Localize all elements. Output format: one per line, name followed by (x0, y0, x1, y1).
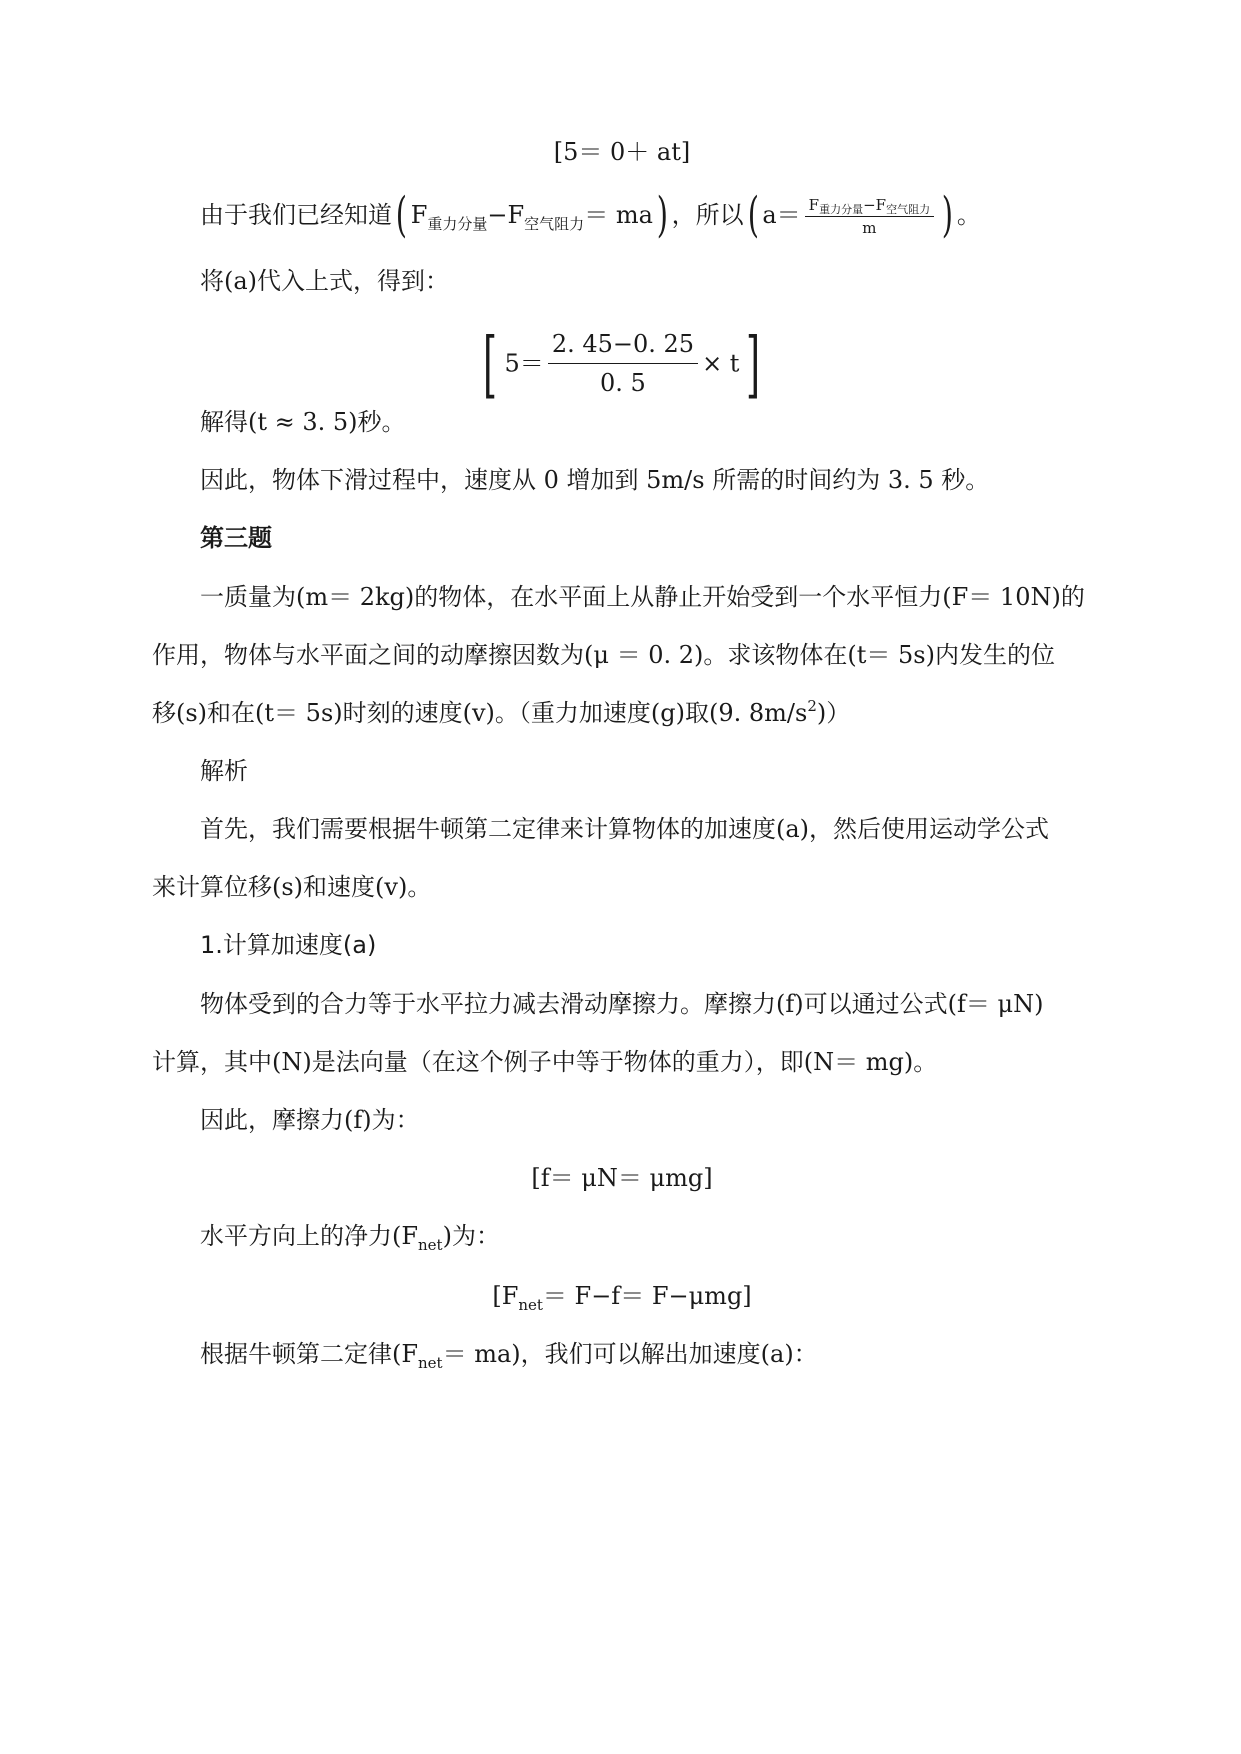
analysis-line-1: 首先，我们需要根据牛顿第二定律来计算物体的加速度(a)，然后使用运动学公式 (200, 815, 1050, 843)
problem-line-3: 移(s)和在(t＝ 5s)时刻的速度(v)。（重力加速度(g)取(9. $8m/s^2$)） (152, 697, 851, 727)
minus-force: −F (487, 201, 525, 229)
close-bracket: ] (746, 321, 761, 406)
friction-line-2: 计算，其中(N)是法向量（在这个例子中等于物体的重力），即(N＝ mg)。 (152, 1048, 938, 1076)
subscript-net: net (418, 1236, 443, 1254)
open-bracket: [ (483, 321, 498, 406)
open-paren: ( (395, 187, 407, 243)
subscript-gravity-component: 重力分量 (427, 215, 488, 233)
problem-line-1: 一质量为(m＝ 2kg)的物体，在水平面上从静止开始受到一个水平恒力(F＝ 10N)的 (200, 583, 1085, 611)
force-symbol: F (410, 201, 428, 229)
newton-second-law-line: 根据牛顿第二定律$(F_{net}= ma)$，我们可以解出加速度(a)： (200, 1340, 818, 1372)
net-force-intro: 水平方向上的净力$(F_{net})$为： (200, 1222, 500, 1254)
close-paren: ) (941, 187, 954, 243)
text-segment: 由于我们已经知道 (200, 201, 392, 229)
paragraph-solve-t: 解得(t ≈ 3. 5)秒。 (200, 408, 406, 436)
equation-time (152, 321, 1092, 406)
text-segment: ，所以 (671, 201, 744, 229)
fraction-time (548, 327, 698, 400)
fraction-denominator: 0. 5 (600, 369, 646, 397)
subscript-net: net (518, 1296, 543, 1314)
close-paren: ) (656, 187, 668, 243)
friction-intro: 因此，摩擦力(f)为： (200, 1106, 420, 1134)
fraction-numerator: $F_{重力分量}-F_{空气阻力}$ (805, 196, 934, 217)
analysis-label: 解析 (200, 757, 248, 785)
equation-friction: [f＝ μN＝ μmg] (531, 1164, 713, 1192)
superscript-squared: 2 (807, 697, 817, 715)
fraction-numerator: 2. 45−0. 25 (548, 327, 698, 364)
paragraph-acceleration-known: 由于我们已经知道( $F_{重力分量}-F_{空气阻力}= ma$) ，所以( a＝ $\frac{F_{重力分量}-F_{空气阻力}}{m}$ ) 。 (200, 187, 981, 243)
fraction-acceleration (805, 196, 934, 237)
analysis-line-2: 来计算位移(s)和速度(v)。 (152, 873, 432, 901)
equation-text: [5＝ 0＋ at] (553, 138, 691, 166)
a-equals: a＝ (762, 201, 801, 229)
equation-right: × t (702, 349, 740, 378)
subscript-net: net (418, 1354, 443, 1372)
equation-velocity (152, 136, 1092, 168)
paragraph-substitute: 将(a)代入上式，得到： (200, 267, 450, 295)
step-one-heading: 1.计算加速度(a) (200, 931, 377, 959)
problem-line-2: 作用，物体与水平面之间的动摩擦因数为(μ ＝ 0. 2)。求该物体在(t＝ 5s)内发生的位 (152, 641, 1055, 669)
open-paren: ( (747, 187, 759, 243)
equation-net-force: $[F_{net}= F-f= F-\mu mg]$ (492, 1282, 752, 1314)
subscript-air-resistance: 空气阻力 (524, 215, 585, 233)
fraction-denominator: m (862, 219, 877, 237)
equals-ma: ＝ ma (584, 201, 653, 229)
equation-left: 5＝ (504, 349, 544, 378)
friction-line-1: 物体受到的合力等于水平拉力减去滑动摩擦力。摩擦力(f)可以通过公式(f＝ μN) (200, 990, 1044, 1018)
heading-question-three: 第三题 (200, 524, 272, 552)
paragraph-conclusion: 因此，物体下滑过程中，速度从 0 增加到 5m/s 所需的时间约为 3. 5 秒。 (200, 466, 990, 494)
